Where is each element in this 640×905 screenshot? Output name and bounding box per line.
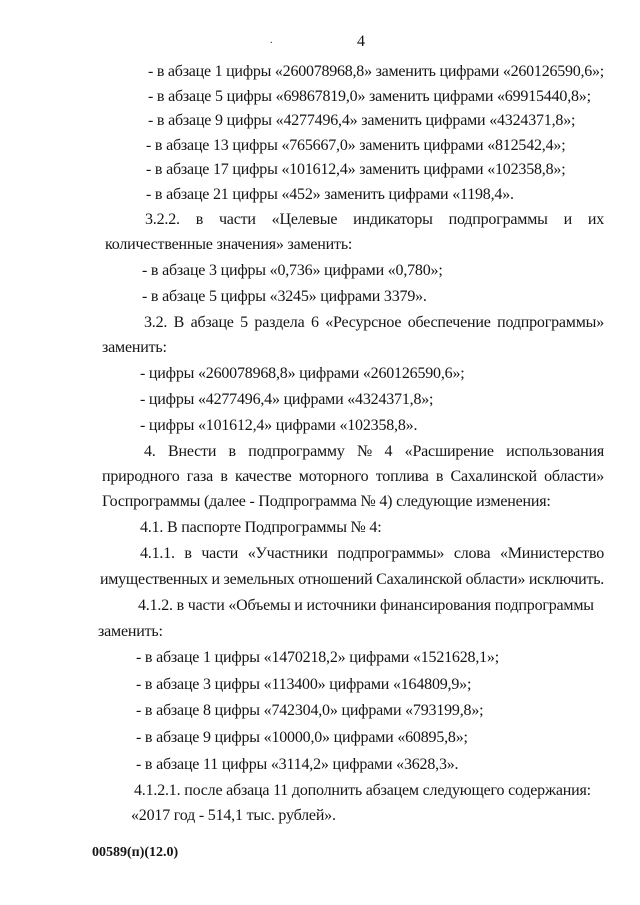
text-line: - в абзаце 13 цифры «765667,0» заменить цифрами «812542,4»; xyxy=(146,137,566,154)
text-line: заменить: xyxy=(102,339,167,356)
stray-dot: . xyxy=(270,35,273,46)
text-line: - цифры «4277496,4» цифрами «4324371,8»; xyxy=(140,391,434,408)
text-line: 3.2. В абзаце 5 раздела 6 «Ресурсное обеспечение подпрограммы» xyxy=(144,314,604,331)
text-line: 4. Внести в подпрограмму № 4 «Расширение использования xyxy=(144,443,604,460)
text-line: Госпрограммы (далее - Подпрограмма № 4) следующие изменения: xyxy=(102,493,551,510)
text-line: заменить: xyxy=(98,623,163,640)
text-line: - в абзаце 9 цифры «10000,0» цифрами «60895,8»; xyxy=(136,729,468,746)
text-line: - в абзаце 5 цифры «69867819,0» заменить цифрами «69915440,8»; xyxy=(148,88,591,105)
text-line: - в абзаце 3 цифры «0,736» цифрами «0,780»; xyxy=(142,262,443,279)
text-line: имущественных и земельных отношений Сахалинской области» исключить. xyxy=(100,571,604,588)
text-line: 4.1.2. в части «Объемы и источники финансирования подпрограммы xyxy=(138,597,594,614)
text-line: - цифры «260078968,8» цифрами «260126590,6»; xyxy=(140,365,465,382)
text-line: - в абзаце 3 цифры «113400» цифрами «164809,9»; xyxy=(136,676,472,693)
text-line: - в абзаце 1 цифры «260078968,8» заменить цифрами «260126590,6»; xyxy=(148,63,604,80)
text-line: - в абзаце 5 цифры «3245» цифрами 3379». xyxy=(142,288,427,305)
page-number: 4 xyxy=(357,33,365,50)
text-line: - цифры «101612,4» цифрами «102358,8». xyxy=(140,417,418,434)
text-line: - в абзаце 21 цифры «452» заменить цифрами «1198,4». xyxy=(146,186,514,203)
text-line: 4.1.1. в части «Участники подпрограммы» слова «Министерство xyxy=(140,545,604,562)
text-line: - в абзаце 9 цифры «4277496,4» заменить цифрами «4324371,8»; xyxy=(148,112,576,129)
text-line: - в абзаце 11 цифры «3114,2» цифрами «3628,3». xyxy=(136,756,459,773)
text-line: количественные значения» заменить: xyxy=(105,236,353,253)
text-line: природного газа в качестве моторного топлива в Сахалинской области» xyxy=(102,468,604,485)
text-line: «2017 год - 514,1 тыс. рублей». xyxy=(131,807,336,824)
text-line: 3.2.2. в части «Целевые индикаторы подпрограммы и их xyxy=(145,211,604,228)
text-line: - в абзаце 8 цифры «742304,0» цифрами «793199,8»; xyxy=(136,702,484,719)
text-line: - в абзаце 17 цифры «101612,4» заменить цифрами «102358,8»; xyxy=(146,161,566,178)
footer-document-code: 00589(п)(12.0) xyxy=(92,845,179,860)
text-line: - в абзаце 1 цифры «1470218,2» цифрами «1521628,1»; xyxy=(136,649,499,666)
text-line: 4.1.2.1. после абзаца 11 дополнить абзацем следующего содержания: xyxy=(134,782,591,799)
text-line: 4.1. В паспорте Подпрограммы № 4: xyxy=(140,519,382,536)
